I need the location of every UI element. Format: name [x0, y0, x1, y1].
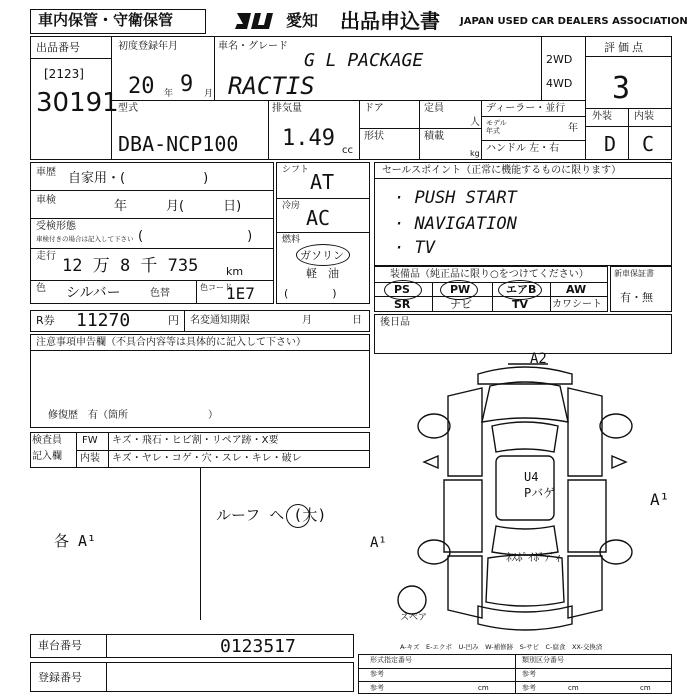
new-car-warranty-label: 新車保証書 — [614, 269, 654, 278]
receipt-label: 受検形態 — [36, 221, 76, 232]
equip-sr: SR — [394, 298, 411, 311]
divider — [214, 36, 215, 100]
divider — [432, 282, 433, 312]
divider — [200, 468, 201, 620]
divider — [492, 282, 493, 312]
exterior-grade: D — [604, 132, 617, 156]
equip-airbag: エアB — [506, 283, 537, 296]
lot-sub: [2123] — [44, 67, 84, 81]
diagram-top-mark: A2 — [530, 351, 547, 367]
registration-month-unit: 月 — [204, 89, 214, 99]
cooling-label: 冷房 — [282, 201, 301, 211]
divider — [106, 662, 107, 692]
registration-label: 初度登録年月 — [118, 41, 178, 52]
exterior-label: 外装 — [592, 111, 612, 122]
divider — [550, 282, 551, 312]
color-value: シルバー — [66, 285, 121, 301]
shaken-label: 車検 — [36, 195, 56, 206]
divider — [481, 116, 585, 117]
divider — [196, 280, 197, 304]
divider — [585, 56, 672, 57]
diagram-right-mark: A¹ — [650, 490, 670, 509]
equip-seat: カワシート — [552, 299, 602, 310]
car-name: RACTIS — [228, 72, 315, 100]
notice-month: 月 — [302, 315, 312, 326]
notice-day: 日 — [352, 315, 362, 326]
displacement-value: 1.49 — [282, 126, 335, 151]
shift-label: シフト — [282, 165, 310, 175]
fuel-paren: ( ) — [284, 287, 337, 300]
each-note: 各 A¹ — [54, 532, 97, 550]
km-unit: km — [226, 265, 244, 278]
divider — [585, 36, 586, 160]
divider — [276, 232, 370, 233]
divider — [30, 190, 274, 191]
divider — [358, 668, 672, 669]
rating-score: 3 — [612, 71, 631, 106]
chassis-label: 車台番号 — [38, 639, 82, 652]
cm-unit-2: cm — [568, 684, 579, 692]
color-label: 色 — [36, 283, 46, 294]
notes-label: 注意事項申告欄（不具合内容等は具体的に記入して下さい） — [36, 337, 306, 348]
sales-point-3: · TV — [394, 238, 435, 258]
mileage-label: 走行 — [36, 251, 56, 262]
association-name: JAPAN USED CAR DEALERS ASSOCIATION — [460, 16, 688, 27]
divider — [374, 178, 672, 179]
class-ref-1: 参考 — [522, 670, 536, 678]
registration-month: 9 — [180, 72, 194, 97]
equip-pw-circle — [440, 280, 478, 300]
class-number-label: 類別区分番号 — [522, 656, 564, 664]
car-grade: G L PACKAGE — [304, 50, 424, 71]
history-value: 自家用・( ) — [68, 171, 209, 186]
spare-label: スペア — [400, 613, 428, 623]
divider — [481, 100, 482, 160]
color-code-value: 1E7 — [226, 284, 255, 303]
equip-pw: PW — [450, 283, 471, 296]
mileage-value: 12 万 8 千 735 — [62, 256, 199, 276]
divider — [515, 654, 516, 694]
dealer-label: ディーラー・並行 — [486, 103, 566, 114]
model-year-unit: 年 — [568, 123, 578, 134]
handle-label: ハンドル 左・右 — [486, 143, 560, 154]
divider — [268, 100, 269, 160]
recycle-value: 11270 — [76, 310, 131, 331]
color-code-label: 色コード — [200, 283, 232, 292]
cm-unit-3: cm — [640, 684, 651, 692]
shape-label: 形状 — [364, 131, 384, 142]
load-label: 積載 — [424, 131, 444, 142]
divider — [358, 681, 672, 682]
divider — [481, 140, 585, 141]
equip-aw: AW — [566, 283, 587, 296]
sales-point-1: · PUSH START — [394, 188, 517, 208]
divider — [30, 248, 274, 249]
receipt-note: 車検付きの場合は記入して下さい — [36, 235, 134, 243]
model-label: 型式 — [118, 103, 138, 114]
lot-number-label: 出品番号 — [36, 41, 80, 54]
divider — [30, 218, 274, 219]
shift-value: AT — [310, 170, 335, 194]
person-unit: 人 — [470, 117, 480, 128]
form-ref-2: 参考 — [370, 684, 384, 692]
divider — [541, 36, 542, 100]
divider — [184, 310, 185, 332]
fuel-gas: ガソリン — [300, 249, 344, 262]
divider — [106, 634, 107, 658]
interior-items: キズ・ヤレ・コゲ・穴・スレ・キレ・破レ — [112, 453, 302, 464]
divider — [276, 198, 370, 199]
fuel-diesel: 軽 油 — [306, 267, 339, 280]
fuel-label: 燃料 — [282, 235, 301, 245]
divider — [628, 108, 629, 160]
kg-unit: kg — [470, 149, 480, 158]
equipment-label: 装備品（純正品に限り○をつけてください） — [390, 269, 589, 280]
model-value: DBA-NCP100 — [118, 132, 239, 156]
lot-number-value: 30191 — [36, 88, 119, 118]
fuel-gas-circle — [296, 244, 350, 266]
roof-note-circle — [286, 504, 310, 528]
divider — [112, 100, 585, 101]
damage-legend: A-キズ E-エクボ U-凹み W-補修跡 S-サビ C-腐食 XX-交換済 — [400, 643, 603, 651]
rating-label: 評価点 — [604, 41, 646, 54]
fw-label: FW — [82, 435, 98, 446]
capacity-label: 定員 — [424, 103, 444, 114]
chassis-value: 0123517 — [220, 636, 296, 657]
cooling-value: AC — [306, 206, 331, 230]
diagram-rear-note: ﾈｽﾎﾟｲﾎﾞﾃﾞｨ — [506, 551, 561, 564]
ju-logo-icon — [233, 9, 285, 33]
aftersales-label: 後日品 — [380, 317, 410, 328]
receipt-value: ( ) — [138, 229, 253, 244]
a1-note: A¹ — [370, 535, 387, 551]
aftersales-block — [374, 314, 672, 354]
divider — [76, 450, 370, 451]
history-label: 車歴 — [36, 167, 56, 178]
inspector-label-2: 記入欄 — [32, 451, 62, 462]
registration-year-unit: 年 — [164, 89, 174, 99]
diagram-center-note: U4 Pバゲ — [524, 470, 556, 500]
notice-label: 名変通知期限 — [190, 315, 250, 326]
displacement-label: 排気量 — [272, 103, 302, 114]
color-change-label: 色替 — [150, 288, 170, 299]
recycle-yen: 円 — [168, 314, 179, 327]
ju-logo — [233, 9, 285, 33]
cc-unit: cc — [342, 145, 353, 156]
reg-number-label: 登録番号 — [38, 671, 82, 684]
roof-note: ルーフ ヘ (大) — [216, 506, 327, 524]
divider — [30, 350, 370, 351]
divider — [108, 432, 109, 468]
logo-region: 愛知 — [286, 11, 319, 30]
registration-year: 20 — [128, 74, 155, 99]
fw-items: キズ・飛石・ヒビ割・リペア跡・X要 — [112, 435, 279, 446]
drive-2wd: 2WD — [546, 53, 573, 66]
drive-4wd: 4WD — [546, 77, 573, 90]
inspector-label-1: 検査員 — [32, 435, 62, 446]
divider — [30, 58, 112, 59]
interior-label: 内装 — [634, 111, 654, 122]
doors-label: ドア — [364, 103, 384, 114]
car-name-label: 車名・グレード — [218, 41, 288, 52]
recycle-label: R券 — [36, 314, 55, 327]
model-year-label: モデル 年式 — [486, 119, 507, 135]
form-ref-1: 参考 — [370, 670, 384, 678]
sales-point-2: · NAVIGATION — [394, 214, 517, 234]
new-car-warranty-value: 有・無 — [620, 291, 653, 304]
divider — [30, 280, 274, 281]
equip-ps-circle — [384, 280, 422, 300]
divider — [359, 128, 481, 129]
form-number-label: 形式指定番号 — [370, 656, 412, 664]
class-ref-2: 参考 — [522, 684, 536, 692]
form-title: 出品申込書 — [340, 9, 440, 33]
equip-navi: ナビ — [450, 298, 472, 311]
divider — [359, 100, 360, 160]
divider — [419, 100, 420, 160]
sales-points-label: セールスポイント（正常に機能するものに限ります） — [382, 165, 622, 176]
cm-unit-1: cm — [478, 684, 489, 692]
shaken-value: 年 月( 日) — [114, 199, 242, 214]
equip-airbag-circle — [498, 280, 542, 300]
equip-tv: TV — [512, 298, 529, 311]
equip-ps: PS — [394, 283, 410, 296]
interior-grade: C — [642, 132, 655, 156]
repair-history-label: 修復歴 有（箇所 ） — [48, 410, 218, 421]
interior-items-label: 内装 — [80, 453, 100, 464]
storage-label: 車内保管・守衛保管 — [38, 11, 174, 29]
